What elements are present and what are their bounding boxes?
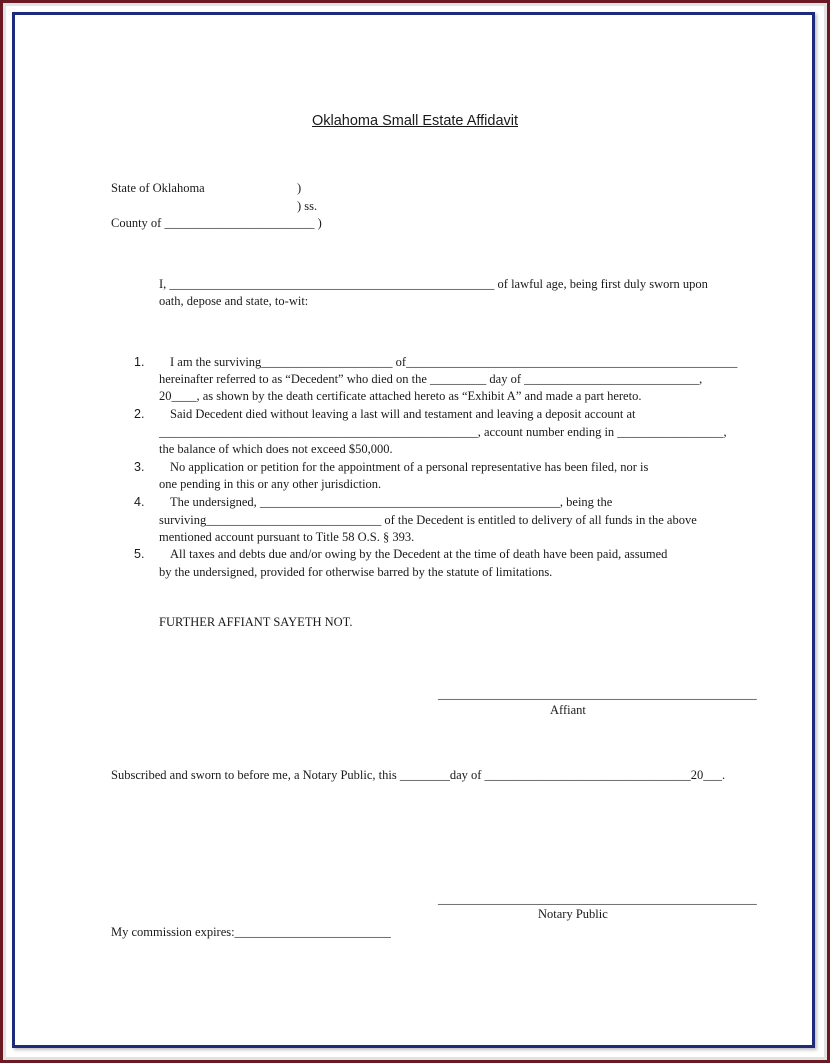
item-number: 5. bbox=[134, 547, 145, 561]
further-affiant-statement: FURTHER AFFIANT SAYETH NOT. bbox=[159, 615, 353, 629]
item-1-line-1: I am the surviving_____________________ of_____________________________________________________ bbox=[170, 355, 738, 369]
item-3-line-1: No application or petition for the appointment of a personal representative has been filed, nor is bbox=[170, 460, 649, 474]
item-2-line-1: Said Decedent died without leaving a last will and testament and leaving a deposit account at bbox=[170, 407, 636, 421]
document-title: Oklahoma Small Estate Affidavit bbox=[311, 113, 519, 129]
notary-public-label: Notary Public bbox=[538, 907, 608, 921]
venue-ss: ) ss. bbox=[297, 199, 318, 213]
item-5-line-2: by the undersigned, provided for otherwise barred by the statute of limitations. bbox=[159, 565, 553, 579]
affiant-label: Affiant bbox=[550, 703, 586, 717]
commission-expires-line: My commission expires:_________________________ bbox=[111, 925, 391, 939]
notary-subscribed-line: Subscribed and sworn to before me, a Notary Public, this ________day of _________________________________20___. bbox=[111, 768, 726, 782]
item-1-line-3: 20____, as shown by the death certificate attached hereto as “Exhibit A” and made a part hereto. bbox=[159, 389, 642, 403]
affiant-signature-line: ___________________________________________________ bbox=[438, 687, 757, 701]
item-4-line-2: surviving____________________________ of the Decedent is entitled to delivery of all funds in the above bbox=[159, 513, 697, 527]
intro-line-1: I, ____________________________________________________ of lawful age, being first duly sworn upon bbox=[159, 277, 708, 291]
item-number: 2. bbox=[134, 407, 145, 421]
item-4-line-3: mentioned account pursuant to Title 58 O.S. § 393. bbox=[159, 530, 415, 544]
item-4-line-1: The undersigned, ________________________________________________, being the bbox=[170, 495, 613, 509]
venue-paren: ) bbox=[297, 181, 302, 195]
item-2-line-2: ___________________________________________________, account number ending in _________________, bbox=[159, 425, 727, 439]
intro-line-2: oath, depose and state, to-wit: bbox=[159, 294, 309, 308]
item-number: 4. bbox=[134, 495, 145, 509]
notary-signature-line: ___________________________________________________ bbox=[438, 892, 757, 906]
venue-county: County of ________________________ ) bbox=[111, 216, 322, 230]
item-2-line-3: the balance of which does not exceed $50,000. bbox=[159, 442, 393, 456]
venue-state: State of Oklahoma bbox=[111, 181, 205, 195]
item-3-line-2: one pending in this or any other jurisdiction. bbox=[159, 477, 382, 491]
item-5-line-1: All taxes and debts due and/or owing by the Decedent at the time of death have been paid, assumed bbox=[170, 547, 668, 561]
item-number: 3. bbox=[134, 460, 145, 474]
item-number: 1. bbox=[134, 355, 145, 369]
item-1-line-2: hereinafter referred to as “Decedent” who died on the _________ day of ____________________________, bbox=[159, 372, 703, 386]
